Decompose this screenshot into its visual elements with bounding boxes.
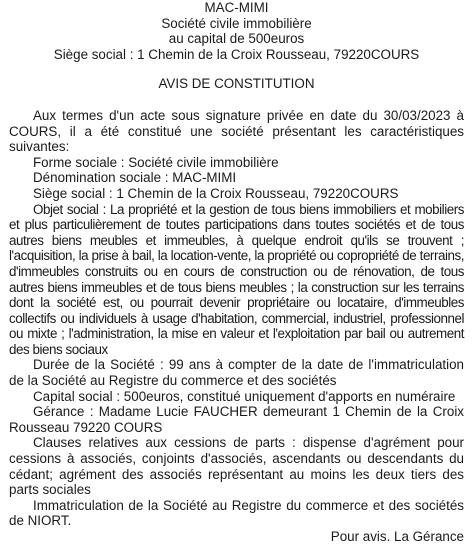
duration-paragraph: Durée de la Société : 99 ans à compter de la date de l'immatriculation de la Société au Registre du commerce et des sociétés [9, 357, 464, 389]
company-name: MAC-MIMI [204, 0, 269, 15]
legal-form-line: Forme sociale : Société civile immobilière [33, 154, 279, 170]
notice-title: AVIS DE CONSTITUTION [158, 76, 315, 92]
share-transfer-clauses-paragraph: Clauses relatives aux cessions de parts : dispense d'agrément pour cessions à associés, conjoints d'associés, ascendants ou descendants du cédant; agrément des associés représentant au moins les deux tiers des parts sociales [9, 435, 464, 498]
company-head-office: Siège social : 1 Chemin de la Croix Rousseau, 79220COURS [53, 46, 420, 62]
legal-notice [9, 0, 464, 545]
registration-paragraph: Immatriculation de la Société au Registre du commerce et des sociétés de NIORT. [9, 497, 464, 529]
company-denomination-line: Dénomination sociale : MAC-MIMI [33, 170, 237, 186]
management-paragraph: Gérance : Madame Lucie FAUCHER demeurant 1 Chemin de la Croix Rousseau 79220 COURS [9, 404, 464, 435]
head-office-line: Siège social : 1 Chemin de la Croix Rousseau, 79220COURS [33, 185, 399, 201]
company-capital: au capital de 500euros [168, 31, 305, 47]
signature-line: Pour avis. La Gérance [330, 529, 464, 544]
intro-paragraph: Aux termes d'un acte sous signature privée en date du 30/03/2023 à COURS, il a été constitué une société présentant les caractéristiques suivantes: [9, 107, 464, 155]
share-capital-line: Capital social : 500euros, constitué uniquement d'apports en numéraire [33, 388, 456, 404]
company-type: Société civile immobilière [161, 15, 312, 31]
corporate-purpose-paragraph: Objet social : La propriété et la gestion de tous biens immobiliers et mobiliers et plus particulièrement de toutes participations dans toutes sociétés et de tous autres biens meubles et immeubles, à quelque endroit qu'ils se trouvent ; l'acquisition, la prise à bail, la location-vente, la propriété ou copropriété de terrains, d'immeubles construits ou en cours de construction ou de rénovation, de tous autres biens immeubles et de tous biens meubles ; la construction sur les terrains dont la société est, ou pourrait devenir propriétaire ou locataire, d'immeubles collectifs ou individuels à usage d'habitation, commercial, industriel, professionnel ou mixte ; l'administration, la mise en valeur et l'exploitation par bail ou autrement des biens sociaux [9, 201, 464, 357]
